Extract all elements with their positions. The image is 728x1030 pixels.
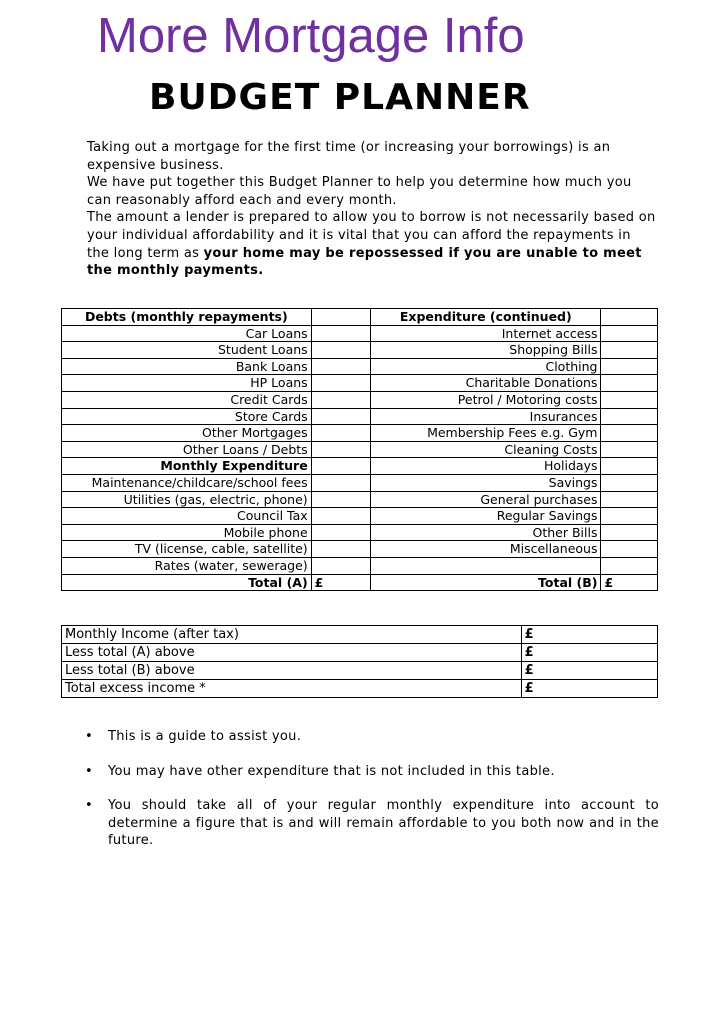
- bullet-icon: •: [85, 763, 93, 779]
- note-item: [82, 797, 659, 850]
- income-label: Total excess income *: [62, 680, 522, 698]
- note-item: [82, 763, 659, 781]
- income-value[interactable]: £: [521, 644, 657, 662]
- expenditure-label: Other Bills: [371, 524, 601, 541]
- page-title: BUDGET PLANNER: [149, 77, 531, 118]
- repossession-warning: your home may be repossessed if you are unable to meet the monthly payments.: [87, 245, 642, 279]
- debt-amount-cell[interactable]: [311, 541, 370, 558]
- note-text: You may have other expenditure that is not included in this table.: [108, 763, 555, 779]
- debt-label: Bank Loans: [62, 358, 312, 375]
- expenditure-header-value: [601, 309, 658, 326]
- income-row: [62, 662, 658, 680]
- income-value[interactable]: £: [521, 662, 657, 680]
- income-row: [62, 626, 658, 644]
- expenditure-amount-cell[interactable]: [601, 491, 658, 508]
- debt-amount-cell[interactable]: [311, 474, 370, 491]
- expenditure-amount-cell[interactable]: [601, 524, 658, 541]
- intro-paragraph-3-text: The amount a lender is prepared to allow you to borrow is not necessarily based on your individual affordability and it is vital that you can afford the repayments in the long term as: [87, 210, 656, 261]
- debt-label: Car Loans: [62, 325, 312, 342]
- debt-amount-cell[interactable]: [311, 458, 370, 475]
- expenditure-label: Charitable Donations: [371, 375, 601, 392]
- expenditure-label: Savings: [371, 474, 601, 491]
- expenditure-label: Shopping Bills: [371, 342, 601, 359]
- expenditure-label: Miscellaneous: [371, 541, 601, 558]
- debt-amount-cell[interactable]: [311, 375, 370, 392]
- debts-header-label: Debts (monthly repayments): [84, 309, 288, 324]
- expenditure-label: Insurances: [371, 408, 601, 425]
- total-a-value[interactable]: £: [311, 574, 370, 591]
- income-value[interactable]: £: [521, 626, 657, 644]
- totals-row: [62, 574, 658, 591]
- expenditure-amount-cell[interactable]: [601, 408, 658, 425]
- table-row: [62, 375, 658, 392]
- table-row: [62, 541, 658, 558]
- debt-label: Credit Cards: [62, 391, 312, 408]
- expenditure-amount-cell[interactable]: [601, 325, 658, 342]
- expenditure-label: Clothing: [371, 358, 601, 375]
- expenditure-amount-cell[interactable]: [601, 474, 658, 491]
- total-b-value[interactable]: £: [601, 574, 658, 591]
- table-row: [62, 441, 658, 458]
- debt-label: Other Mortgages: [62, 425, 312, 442]
- debt-label: HP Loans: [62, 375, 312, 392]
- debt-label: Utilities (gas, electric, phone): [62, 491, 312, 508]
- table-row: [62, 524, 658, 541]
- expenditure-label: [371, 557, 601, 574]
- debt-label: TV (license, cable, satellite): [62, 541, 312, 558]
- note-item: [82, 728, 659, 746]
- income-label: Less total (B) above: [62, 662, 522, 680]
- debt-label: Other Loans / Debts: [62, 441, 312, 458]
- income-value[interactable]: £: [521, 680, 657, 698]
- expenditure-amount-cell[interactable]: [601, 441, 658, 458]
- debt-amount-cell[interactable]: [311, 342, 370, 359]
- debts-header: [62, 309, 312, 326]
- debt-amount-cell[interactable]: [311, 325, 370, 342]
- table-row: [62, 458, 658, 475]
- expenditure-amount-cell[interactable]: [601, 425, 658, 442]
- income-row: [62, 644, 658, 662]
- table-row: [62, 391, 658, 408]
- table-row: [62, 425, 658, 442]
- expenditure-label: Regular Savings: [371, 508, 601, 525]
- debt-label: Rates (water, sewerage): [62, 557, 312, 574]
- expenditure-header: Expenditure (continued): [371, 309, 601, 326]
- debt-amount-cell[interactable]: [311, 441, 370, 458]
- expenditure-label: General purchases: [371, 491, 601, 508]
- table-row: [62, 358, 658, 375]
- note-text: You should take all of your regular monthly expenditure into account to determine a figure that is and will remain affordable to you both now and in the future.: [108, 798, 659, 849]
- total-a-label: Total (A): [62, 574, 312, 591]
- debt-label: Maintenance/childcare/school fees: [62, 474, 312, 491]
- expenditure-amount-cell[interactable]: [601, 342, 658, 359]
- debt-amount-cell[interactable]: [311, 425, 370, 442]
- bullet-icon: •: [85, 729, 93, 744]
- table-row: [62, 474, 658, 491]
- expenditure-amount-cell[interactable]: [601, 541, 658, 558]
- debt-amount-cell[interactable]: [311, 508, 370, 525]
- expenditure-label: Petrol / Motoring costs: [371, 391, 601, 408]
- expenditure-amount-cell[interactable]: [601, 375, 658, 392]
- bullet-icon: •: [85, 798, 93, 814]
- intro-paragraph-3: [87, 209, 657, 279]
- income-label: Monthly Income (after tax): [62, 626, 522, 644]
- budget-table: [61, 308, 658, 591]
- debt-amount-cell[interactable]: [311, 524, 370, 541]
- expenditure-amount-cell[interactable]: [601, 508, 658, 525]
- expenditure-label: Cleaning Costs: [371, 441, 601, 458]
- debt-amount-cell[interactable]: [311, 391, 370, 408]
- note-text: This is a guide to assist you.: [108, 729, 302, 744]
- brand-title: More Mortgage Info: [97, 9, 525, 63]
- table-row: [62, 557, 658, 574]
- table-row: [62, 508, 658, 525]
- expenditure-label: Holidays: [371, 458, 601, 475]
- intro-text: [87, 139, 657, 280]
- expenditure-amount-cell[interactable]: [601, 358, 658, 375]
- table-row: [62, 491, 658, 508]
- intro-paragraph-2: We have put together this Budget Planner to help you determine how much you can reasonably afford each and every month.: [87, 175, 632, 208]
- expenditure-label: Membership Fees e.g. Gym: [371, 425, 601, 442]
- expenditure-label: Internet access: [371, 325, 601, 342]
- notes-list: [82, 728, 659, 867]
- total-b-label: Total (B): [371, 574, 601, 591]
- debt-label: Store Cards: [62, 408, 312, 425]
- debt-label: Council Tax: [62, 508, 312, 525]
- income-table: [61, 625, 658, 698]
- income-row: [62, 680, 658, 698]
- expenditure-amount-cell[interactable]: [601, 557, 658, 574]
- expenditure-amount-cell[interactable]: [601, 391, 658, 408]
- table-row: [62, 342, 658, 359]
- budget-table-header: [62, 309, 658, 326]
- debt-label: Mobile phone: [62, 524, 312, 541]
- debt-amount-cell[interactable]: [311, 358, 370, 375]
- table-row: [62, 408, 658, 425]
- expenditure-amount-cell[interactable]: [601, 458, 658, 475]
- debt-amount-cell[interactable]: [311, 408, 370, 425]
- income-label: Less total (A) above: [62, 644, 522, 662]
- debt-label: Monthly Expenditure: [62, 458, 312, 475]
- debts-header-value: [311, 309, 370, 326]
- table-row: [62, 325, 658, 342]
- debt-label: Student Loans: [62, 342, 312, 359]
- debt-amount-cell[interactable]: [311, 557, 370, 574]
- debt-amount-cell[interactable]: [311, 491, 370, 508]
- intro-paragraph-1: Taking out a mortgage for the first time (or increasing your borrowings) is an expensive business.: [87, 140, 611, 173]
